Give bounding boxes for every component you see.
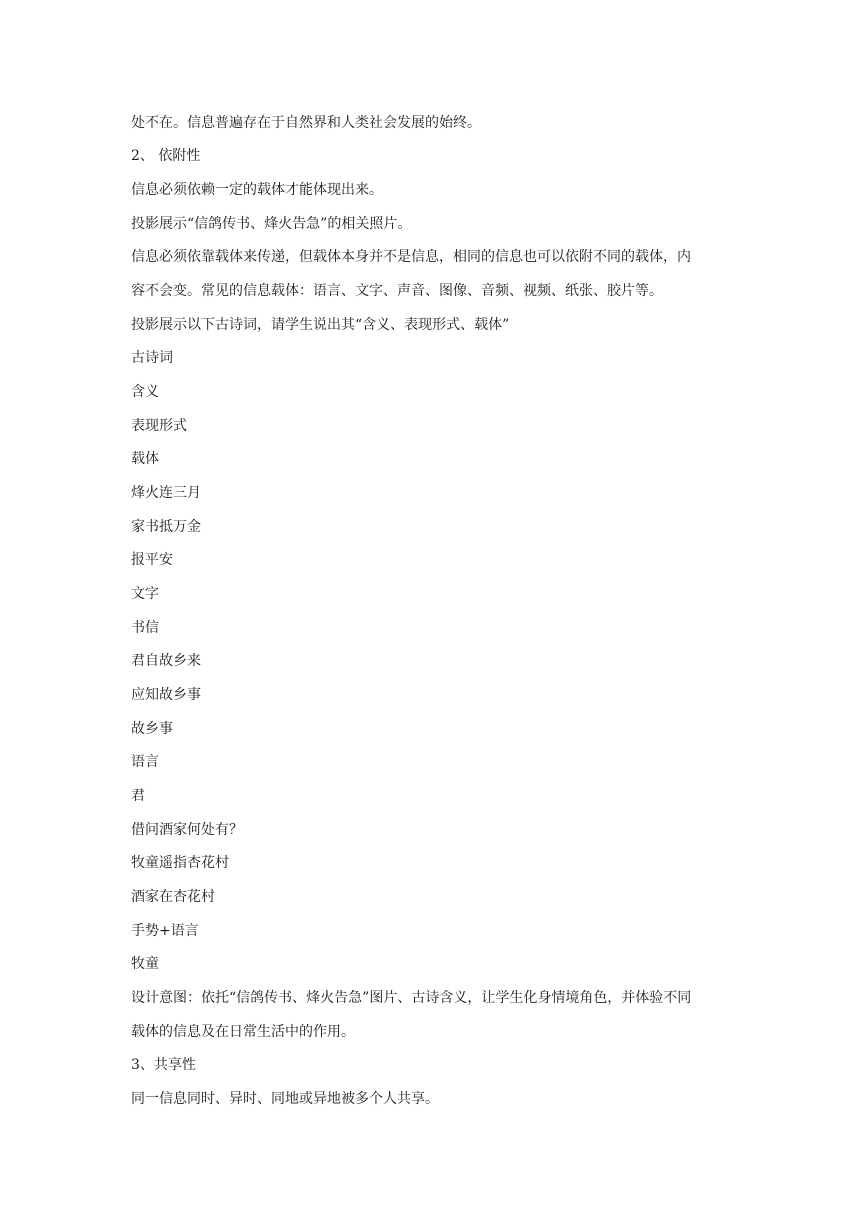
heading-dependency: 2、 依附性 [131, 148, 201, 164]
paragraph-sharing: 同一信息同时、异时、同地或异地被多个人共享。 [131, 1091, 439, 1107]
table-cell: 手势+语言 [131, 923, 199, 939]
table-cell: 应知故乡事 [131, 687, 201, 703]
table-cell: 烽火连三月 [131, 485, 201, 501]
table-cell: 家书抵万金 [131, 519, 201, 535]
paragraph-carrier-required: 信息必须依赖一定的载体才能体现出来。 [131, 182, 383, 198]
table-cell: 牧童 [131, 956, 159, 972]
paragraph-design-intent-2: 载体的信息及在日常生活中的作用。 [131, 1024, 355, 1040]
paragraph-ubiquity-end: 处不在。信息普遍存在于自然界和人类社会发展的始终。 [131, 115, 481, 131]
table-cell: 语言 [131, 754, 159, 770]
table-cell: 报平安 [131, 552, 173, 568]
table-cell: 故乡事 [131, 721, 173, 737]
table-cell: 牧童遥指杏花村 [131, 855, 229, 871]
table-header-meaning: 含义 [131, 384, 159, 400]
table-cell: 借问酒家何处有？ [131, 822, 243, 838]
paragraph-design-intent-1: 设计意图：依托“信鸽传书、烽火告急”图片、古诗含义，让学生化身情境角色，并体验不同 [131, 990, 692, 1006]
table-header-carrier: 载体 [131, 451, 159, 467]
paragraph-carrier-explain-1: 信息必须依靠载体来传递，但载体本身并不是信息，相同的信息也可以依附不同的载体，内 [131, 249, 691, 265]
table-cell: 文字 [131, 586, 159, 602]
table-cell: 酒家在杏花村 [131, 889, 215, 905]
table-header-poem: 古诗词 [131, 350, 173, 366]
table-cell: 书信 [131, 620, 159, 636]
paragraph-carrier-explain-2: 容不会变。常见的信息载体：语言、文字、声音、图像、音频、视频、纸张、胶片等。 [131, 283, 663, 299]
table-cell: 君自故乡来 [131, 653, 201, 669]
paragraph-projection-poems: 投影展示以下古诗词，请学生说出其“含义、表现形式、载体” [131, 317, 510, 333]
table-cell: 君 [131, 788, 145, 804]
heading-sharing: 3、共享性 [131, 1057, 196, 1073]
paragraph-projection-photos: 投影展示“信鸽传书、烽火告急”的相关照片。 [131, 216, 412, 232]
table-header-form: 表现形式 [131, 418, 187, 434]
